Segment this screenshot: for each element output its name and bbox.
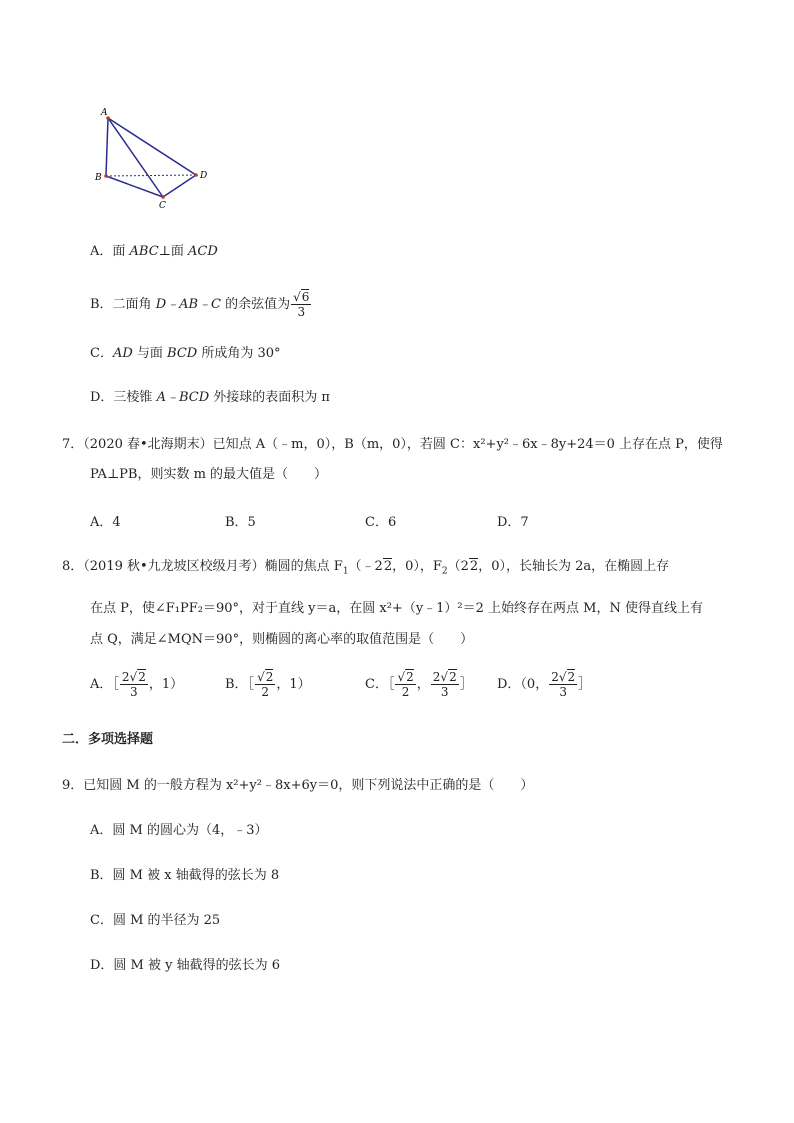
q9-stem: 9．已知圆 M 的一般方程为 x²+y²﹣8x+6y＝0，则下列说法中正确的是（ ） xyxy=(62,778,534,793)
q7-option-d: D．7 xyxy=(497,515,529,530)
q7-stem-line2: PA⊥PB，则实数 m 的最大值是（ ） xyxy=(90,467,328,482)
q8-option-d: D．（0， $\frac{2√2}{3}$ ］ xyxy=(497,670,592,699)
q8-option-c: C．［ $\frac{√2}{2}$ ， $\frac{2√2}{3}$ ］ xyxy=(365,670,473,699)
edge-ad xyxy=(108,118,196,175)
vertex-d xyxy=(194,173,198,177)
q8-stem-line2: 在点 P，使∠F₁PF₂＝90°，对于直线 y＝a，在圆 x²+（y﹣1）²＝2 上始终存在两点 M，N 使得直线上有 xyxy=(90,601,703,616)
edge-bc xyxy=(106,176,163,197)
section-heading: 二．多项选择题 xyxy=(62,732,154,747)
q7-option-a: A．4 xyxy=(90,515,121,530)
q8-option-b: B．［ $\frac{√2}{2}$ ，1） xyxy=(225,670,311,699)
label-b: B xyxy=(95,173,102,183)
q7-option-c: C．6 xyxy=(365,515,397,530)
fraction-sqrt6-over-3: $\frac{√6}{3}$ xyxy=(293,290,310,319)
q6-option-b: B．二面角 D﹣AB﹣C 的余弦值为 $\frac{√6}{3}$ xyxy=(90,290,310,319)
label-d: D xyxy=(200,171,208,181)
q7-stem-line1: 7．（2020 春•北海期末）已知点 A（﹣m，0），B（m，0），若圆 C：x²+y²﹣6x﹣8y+24＝0 上存在点 P，使得 xyxy=(62,437,723,452)
q8-option-a: A．［ $\frac{2√2}{3}$ ，1） xyxy=(90,670,184,699)
q9-option-b: B．圆 M 被 x 轴截得的弦长为 8 xyxy=(90,868,280,883)
tetrahedron-figure xyxy=(90,100,220,215)
q9-option-a: A．圆 M 的圆心为（4，﹣3） xyxy=(90,823,268,838)
label-a: A xyxy=(101,108,108,118)
vertex-b xyxy=(104,174,108,178)
q6-option-c: C．AD 与面 BCD 所成角为 30° xyxy=(90,346,281,361)
edge-ab xyxy=(106,118,108,176)
edge-ac xyxy=(108,118,163,197)
edge-cd xyxy=(163,175,196,197)
label-c: C xyxy=(159,201,166,211)
vertex-c xyxy=(161,195,165,199)
q6-option-d: D．三棱锥 A﹣BCD 外接球的表面积为 π xyxy=(90,390,330,405)
q8-stem-line1: 8．（2019 秋•九龙坡区校级月考）椭圆的焦点 $F_1(﹣22$，0），$F_2(22$，0），长轴长为 2a，在椭圆上存 xyxy=(62,559,670,577)
q6-option-a: A．面 ABC⊥面 ACD xyxy=(90,244,218,259)
q7-option-b: B．5 xyxy=(225,515,256,530)
edge-bd-hidden xyxy=(106,175,196,176)
q9-option-c: C．圆 M 的半径为 25 xyxy=(90,913,221,928)
q8-stem-line3: 点 Q，满足∠MQN＝90°，则椭圆的离心率的取值范围是（ ） xyxy=(90,632,474,647)
q9-option-d: D．圆 M 被 y 轴截得的弦长为 6 xyxy=(90,958,281,973)
